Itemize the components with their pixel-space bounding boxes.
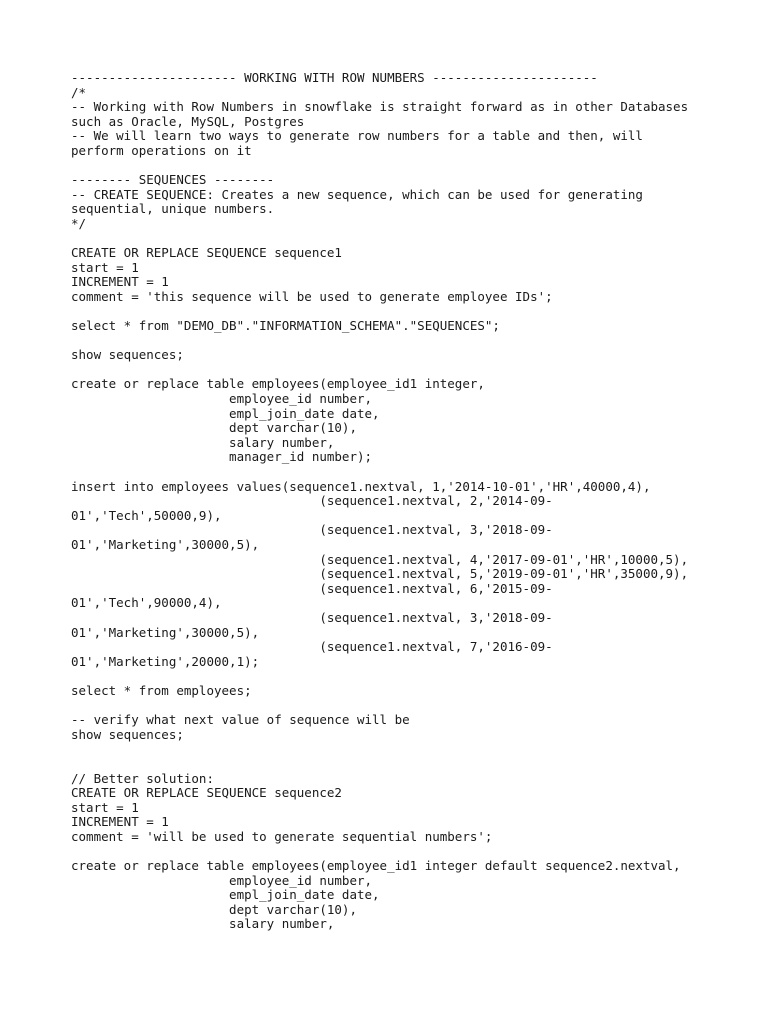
code-line: select * from employees; [71,682,252,698]
code-line: INCREMENT = 1 [71,814,169,830]
code-line: (sequence1.nextval, 7,'2016-09- [71,639,553,655]
code-line: empl_join_date date, [71,405,380,421]
code-line: such as Oracle, MySQL, Postgres [71,113,305,129]
code-line: empl_join_date date, [71,887,380,903]
code-line: (sequence1.nextval, 4,'2017-09-01','HR',10000,5), [71,551,689,567]
document-page [71,71,751,932]
code-line [71,465,751,480]
code-line: ---------------------- WORKING WITH ROW NUMBERS ---------------------- [71,70,598,85]
code-line: (sequence1.nextval, 6,'2015-09- [71,580,553,596]
code-line [71,363,751,378]
code-line [71,699,751,714]
code-line: employee_id number, [71,872,373,888]
code-line: (sequence1.nextval, 3,'2018-09- [71,609,553,625]
code-line: (sequence1.nextval, 3,'2018-09- [71,522,553,538]
code-line: sequential, unique numbers. [71,201,275,217]
code-line [71,757,751,772]
code-line: 01','Marketing',30000,5), [71,537,260,552]
code-line [71,232,751,247]
code-line: show sequences; [71,726,184,742]
code-line: CREATE OR REPLACE SEQUENCE sequence1 [71,245,342,261]
code-line: create or replace table employees(employee_id1 integer, [71,376,485,392]
code-line: start = 1 [71,259,139,275]
code-line: employee_id number, [71,391,373,407]
code-line: create or replace table employees(employee_id1 integer default sequence2.nextval, [71,858,681,874]
code-line: -- Working with Row Numbers in snowflake is straight forward as in other Databases [71,99,689,115]
code-line: 01','Marketing',20000,1); [71,653,260,669]
code-line: // Better solution: [71,770,214,786]
code-line: manager_id number); [71,449,373,465]
code-line [71,334,751,349]
code-line: select * from "DEMO_DB"."INFORMATION_SCHEMA"."SEQUENCES"; [71,318,500,334]
code-line: dept varchar(10), [71,901,357,917]
code-line: 01','Tech',50000,9), [71,507,222,523]
code-line: 01','Marketing',30000,5), [71,624,260,640]
code-line: show sequences; [71,347,184,363]
code-line: */ [71,215,87,231]
code-line: salary number, [71,434,335,450]
code-line: 01','Tech',90000,4), [71,595,222,611]
code-line: -------- SEQUENCES -------- [71,172,275,188]
code-line: (sequence1.nextval, 2,'2014-09- [71,493,553,509]
code-line [71,159,751,174]
code-line [71,305,751,320]
code-line: salary number, [71,916,335,932]
code-line: start = 1 [71,799,139,815]
code-line: -- verify what next value of sequence will be [71,712,410,728]
code-line: comment = 'will be used to generate sequential numbers'; [71,828,493,844]
code-line [71,742,751,757]
code-line: INCREMENT = 1 [71,274,169,290]
code-line: insert into employees values(sequence1.nextval, 1,'2014-10-01','HR',40000,4), [71,478,651,494]
code-line: (sequence1.nextval, 5,'2019-09-01','HR',35000,9), [71,566,689,582]
code-line: CREATE OR REPLACE SEQUENCE sequence2 [71,785,342,801]
code-line: -- We will learn two ways to generate row numbers for a table and then, will [71,128,643,144]
code-line [71,844,751,859]
code-line [71,669,751,684]
code-line: perform operations on it [71,142,252,158]
code-line: /* [71,84,87,100]
code-line: comment = 'this sequence will be used to generate employee IDs'; [71,288,553,304]
code-line: dept varchar(10), [71,420,357,436]
code-line: -- CREATE SEQUENCE: Creates a new sequence, which can be used for generating [71,186,643,202]
